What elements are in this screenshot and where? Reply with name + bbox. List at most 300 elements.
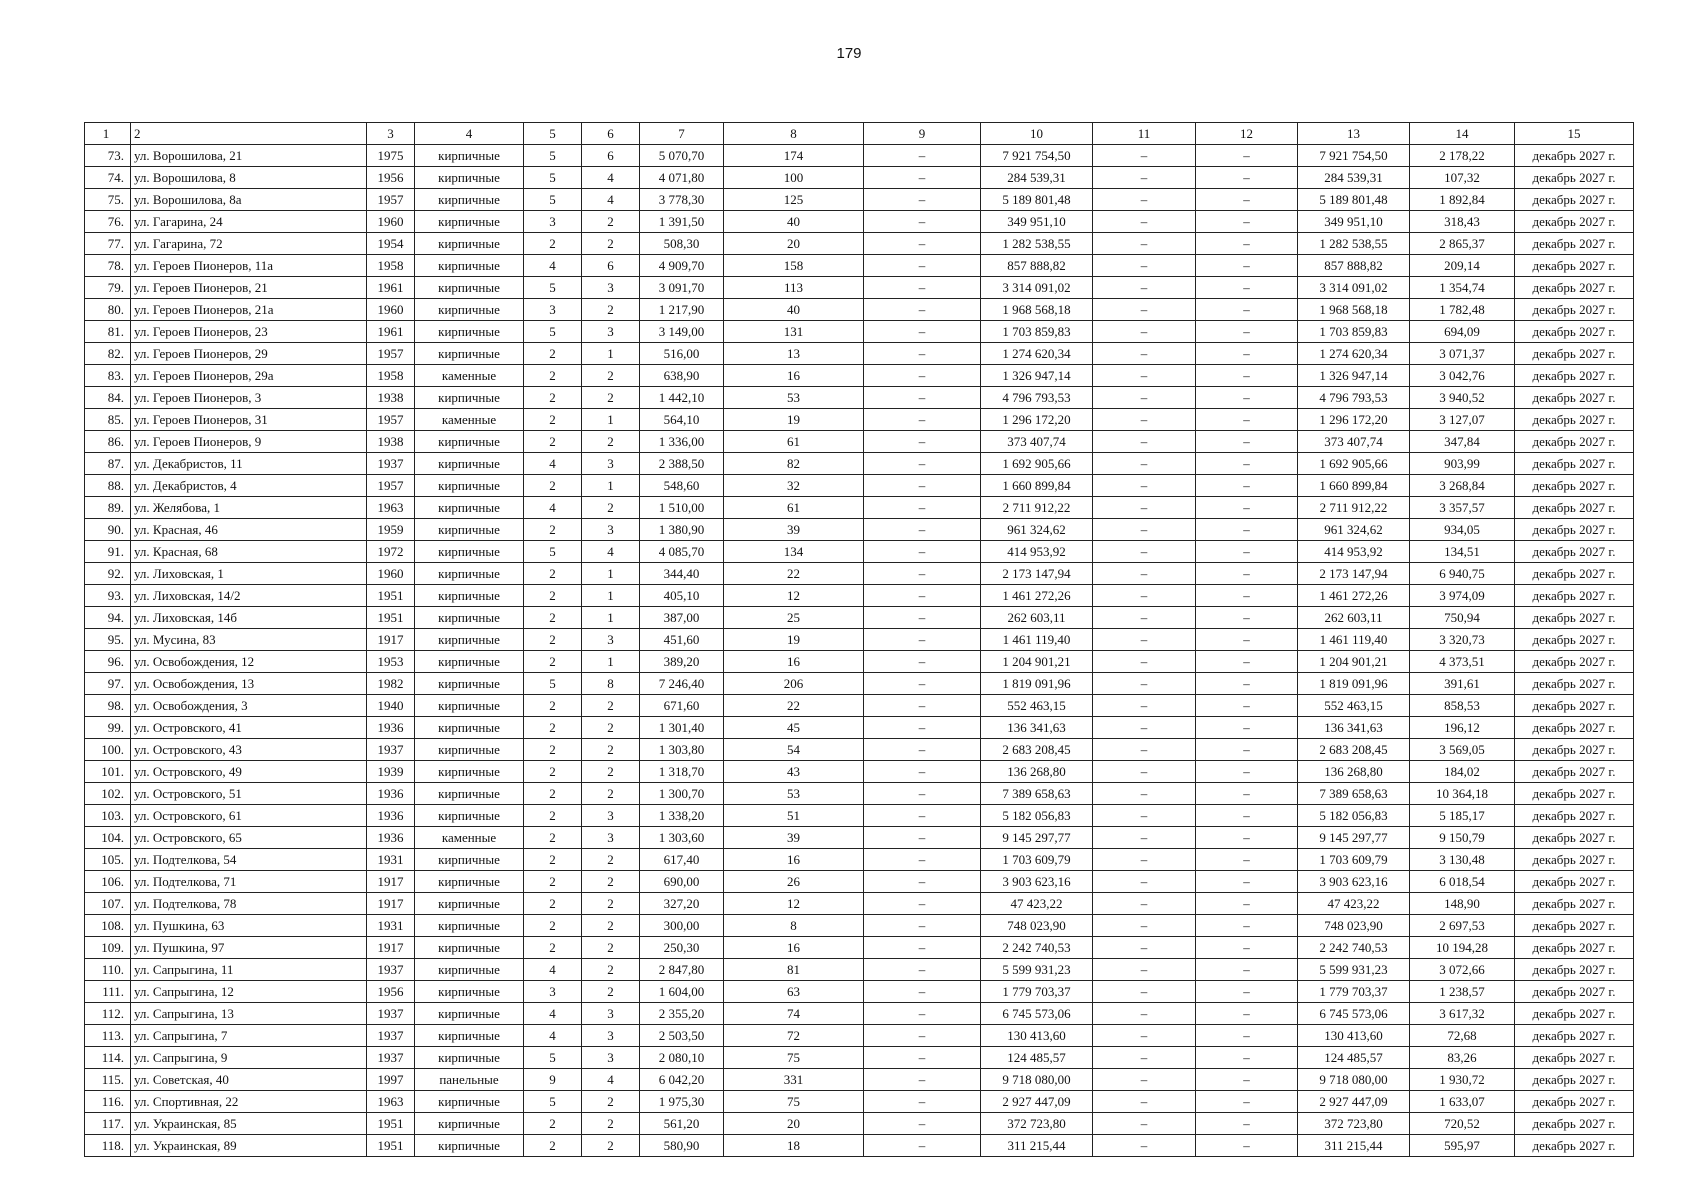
- table-cell-col-7: 671,60: [640, 695, 724, 717]
- table-cell-col-7: 389,20: [640, 651, 724, 673]
- table-cell-col-12: –: [1196, 959, 1298, 981]
- table-cell-col-5: 5: [524, 321, 582, 343]
- table-cell-col-8: 134: [724, 541, 864, 563]
- table-row: [85, 365, 1634, 387]
- table-cell-col-3: 1936: [367, 783, 415, 805]
- table-cell-col-6: 2: [582, 783, 640, 805]
- table-cell-col-1: 109.: [85, 937, 131, 959]
- table-cell-col-14: 2 865,37: [1410, 233, 1515, 255]
- table-cell-col-12: –: [1196, 1069, 1298, 1091]
- table-cell-col-14: 10 364,18: [1410, 783, 1515, 805]
- table-cell-col-5: 3: [524, 299, 582, 321]
- table-cell-col-9: –: [864, 629, 981, 651]
- table-cell-col-9: –: [864, 893, 981, 915]
- table-cell-col-10: 1 660 899,84: [981, 475, 1093, 497]
- table-cell-col-9: –: [864, 783, 981, 805]
- table-cell-col-12: –: [1196, 673, 1298, 695]
- table-cell-col-2: ул. Островского, 51: [131, 783, 367, 805]
- table-cell-col-3: 1957: [367, 409, 415, 431]
- table-cell-col-10: 414 953,92: [981, 541, 1093, 563]
- table-cell-col-15: декабрь 2027 г.: [1515, 563, 1634, 585]
- table-cell-col-10: 1 296 172,20: [981, 409, 1093, 431]
- table-cell-col-4: кирпичные: [415, 1113, 524, 1135]
- table-cell-col-11: –: [1093, 893, 1196, 915]
- table-cell-col-10: 262 603,11: [981, 607, 1093, 629]
- table-cell-col-13: 1 461 119,40: [1298, 629, 1410, 651]
- table-cell-col-3: 1997: [367, 1069, 415, 1091]
- table-cell-col-9: –: [864, 1091, 981, 1113]
- table-cell-col-6: 3: [582, 321, 640, 343]
- table-cell-col-1: 85.: [85, 409, 131, 431]
- table-cell-col-4: кирпичные: [415, 255, 524, 277]
- table-cell-col-1: 105.: [85, 849, 131, 871]
- table-cell-col-1: 87.: [85, 453, 131, 475]
- table-cell-col-11: –: [1093, 1135, 1196, 1157]
- table-cell-col-12: –: [1196, 1025, 1298, 1047]
- table-cell-col-3: 1937: [367, 1025, 415, 1047]
- table-cell-col-14: 3 569,05: [1410, 739, 1515, 761]
- column-header-15: 15: [1515, 123, 1634, 145]
- table-row: [85, 981, 1634, 1003]
- table-cell-col-15: декабрь 2027 г.: [1515, 673, 1634, 695]
- table-cell-col-12: –: [1196, 761, 1298, 783]
- table-cell-col-6: 2: [582, 211, 640, 233]
- table-cell-col-11: –: [1093, 1003, 1196, 1025]
- table-cell-col-15: декабрь 2027 г.: [1515, 299, 1634, 321]
- table-cell-col-7: 690,00: [640, 871, 724, 893]
- table-cell-col-8: 131: [724, 321, 864, 343]
- table-cell-col-11: –: [1093, 651, 1196, 673]
- table-cell-col-12: –: [1196, 189, 1298, 211]
- table-cell-col-5: 5: [524, 1047, 582, 1069]
- table-cell-col-9: –: [864, 1135, 981, 1157]
- table-cell-col-9: –: [864, 563, 981, 585]
- table-cell-col-5: 2: [524, 1135, 582, 1157]
- table-cell-col-13: 2 683 208,45: [1298, 739, 1410, 761]
- table-cell-col-14: 196,12: [1410, 717, 1515, 739]
- table-cell-col-15: декабрь 2027 г.: [1515, 211, 1634, 233]
- table-cell-col-5: 2: [524, 761, 582, 783]
- table-cell-col-7: 1 380,90: [640, 519, 724, 541]
- table-cell-col-1: 100.: [85, 739, 131, 761]
- table-cell-col-1: 99.: [85, 717, 131, 739]
- table-cell-col-11: –: [1093, 871, 1196, 893]
- table-cell-col-6: 6: [582, 255, 640, 277]
- table-cell-col-4: кирпичные: [415, 717, 524, 739]
- table-cell-col-11: –: [1093, 783, 1196, 805]
- table-cell-col-9: –: [864, 871, 981, 893]
- table-cell-col-1: 84.: [85, 387, 131, 409]
- table-cell-col-8: 81: [724, 959, 864, 981]
- table-cell-col-7: 580,90: [640, 1135, 724, 1157]
- table-cell-col-11: –: [1093, 255, 1196, 277]
- table-cell-col-2: ул. Украинская, 89: [131, 1135, 367, 1157]
- table-cell-col-6: 1: [582, 475, 640, 497]
- table-cell-col-15: декабрь 2027 г.: [1515, 827, 1634, 849]
- table-cell-col-13: 2 927 447,09: [1298, 1091, 1410, 1113]
- table-cell-col-11: –: [1093, 805, 1196, 827]
- table-cell-col-14: 595,97: [1410, 1135, 1515, 1157]
- table-cell-col-4: кирпичные: [415, 607, 524, 629]
- table-cell-col-14: 391,61: [1410, 673, 1515, 695]
- table-cell-col-4: кирпичные: [415, 651, 524, 673]
- table-cell-col-7: 1 510,00: [640, 497, 724, 519]
- table-cell-col-7: 1 975,30: [640, 1091, 724, 1113]
- table-cell-col-2: ул. Героев Пионеров, 9: [131, 431, 367, 453]
- table-cell-col-14: 6 940,75: [1410, 563, 1515, 585]
- table-cell-col-6: 4: [582, 541, 640, 563]
- table-cell-col-15: декабрь 2027 г.: [1515, 1069, 1634, 1091]
- table-row: [85, 409, 1634, 431]
- table-cell-col-6: 2: [582, 871, 640, 893]
- table-cell-col-4: кирпичные: [415, 321, 524, 343]
- table-cell-col-9: –: [864, 651, 981, 673]
- table-cell-col-15: декабрь 2027 г.: [1515, 1047, 1634, 1069]
- table-cell-col-12: –: [1196, 475, 1298, 497]
- table-row: [85, 871, 1634, 893]
- table-cell-col-3: 1939: [367, 761, 415, 783]
- table-cell-col-9: –: [864, 343, 981, 365]
- table-cell-col-10: 1 461 272,26: [981, 585, 1093, 607]
- table-cell-col-2: ул. Подтелкова, 71: [131, 871, 367, 893]
- table-cell-col-5: 2: [524, 893, 582, 915]
- table-cell-col-2: ул. Пушкина, 97: [131, 937, 367, 959]
- table-cell-col-2: ул. Украинская, 85: [131, 1113, 367, 1135]
- table-cell-col-9: –: [864, 277, 981, 299]
- table-cell-col-5: 5: [524, 145, 582, 167]
- table-cell-col-9: –: [864, 409, 981, 431]
- table-cell-col-14: 720,52: [1410, 1113, 1515, 1135]
- table-cell-col-1: 98.: [85, 695, 131, 717]
- table-cell-col-11: –: [1093, 497, 1196, 519]
- table-row: [85, 937, 1634, 959]
- table-cell-col-1: 76.: [85, 211, 131, 233]
- table-cell-col-12: –: [1196, 563, 1298, 585]
- table-cell-col-11: –: [1093, 387, 1196, 409]
- table-cell-col-5: 9: [524, 1069, 582, 1091]
- table-cell-col-3: 1956: [367, 167, 415, 189]
- table-row: [85, 651, 1634, 673]
- table-row: [85, 321, 1634, 343]
- table-cell-col-13: 857 888,82: [1298, 255, 1410, 277]
- table-row: [85, 453, 1634, 475]
- table-cell-col-9: –: [864, 827, 981, 849]
- table-cell-col-11: –: [1093, 1113, 1196, 1135]
- table-cell-col-8: 54: [724, 739, 864, 761]
- table-cell-col-15: декабрь 2027 г.: [1515, 145, 1634, 167]
- column-header-6: 6: [582, 123, 640, 145]
- table-cell-col-6: 3: [582, 1025, 640, 1047]
- table-cell-col-3: 1957: [367, 475, 415, 497]
- table-cell-col-5: 2: [524, 937, 582, 959]
- table-cell-col-2: ул. Гагарина, 24: [131, 211, 367, 233]
- table-cell-col-9: –: [864, 1047, 981, 1069]
- table-cell-col-10: 1 282 538,55: [981, 233, 1093, 255]
- table-row: [85, 673, 1634, 695]
- table-cell-col-14: 1 238,57: [1410, 981, 1515, 1003]
- table-cell-col-5: 3: [524, 981, 582, 1003]
- table-cell-col-6: 3: [582, 453, 640, 475]
- table-cell-col-10: 1 819 091,96: [981, 673, 1093, 695]
- table-cell-col-4: кирпичные: [415, 453, 524, 475]
- table-cell-col-10: 47 423,22: [981, 893, 1093, 915]
- table-cell-col-4: каменные: [415, 365, 524, 387]
- table-cell-col-3: 1957: [367, 189, 415, 211]
- table-cell-col-14: 858,53: [1410, 695, 1515, 717]
- table-cell-col-9: –: [864, 189, 981, 211]
- table-cell-col-7: 4 909,70: [640, 255, 724, 277]
- table-cell-col-12: –: [1196, 827, 1298, 849]
- table-cell-col-2: ул. Подтелкова, 78: [131, 893, 367, 915]
- table-row: [85, 783, 1634, 805]
- table-cell-col-15: декабрь 2027 г.: [1515, 541, 1634, 563]
- table-cell-col-10: 7 389 658,63: [981, 783, 1093, 805]
- table-cell-col-13: 414 953,92: [1298, 541, 1410, 563]
- table-cell-col-7: 2 080,10: [640, 1047, 724, 1069]
- table-cell-col-15: декабрь 2027 г.: [1515, 475, 1634, 497]
- table-cell-col-9: –: [864, 1113, 981, 1135]
- table-cell-col-5: 4: [524, 1025, 582, 1047]
- table-cell-col-4: кирпичные: [415, 805, 524, 827]
- table-cell-col-12: –: [1196, 1047, 1298, 1069]
- column-header-2: 2: [131, 123, 367, 145]
- table-cell-col-3: 1936: [367, 805, 415, 827]
- table-cell-col-2: ул. Героев Пионеров, 11а: [131, 255, 367, 277]
- table-cell-col-13: 1 282 538,55: [1298, 233, 1410, 255]
- table-cell-col-1: 97.: [85, 673, 131, 695]
- table-cell-col-10: 5 189 801,48: [981, 189, 1093, 211]
- table-cell-col-12: –: [1196, 497, 1298, 519]
- table-cell-col-5: 2: [524, 871, 582, 893]
- table-cell-col-10: 1 703 859,83: [981, 321, 1093, 343]
- table-cell-col-9: –: [864, 541, 981, 563]
- table-row: [85, 1091, 1634, 1113]
- table-row: [85, 189, 1634, 211]
- table-cell-col-1: 79.: [85, 277, 131, 299]
- column-header-10: 10: [981, 123, 1093, 145]
- table-cell-col-11: –: [1093, 519, 1196, 541]
- table-cell-col-2: ул. Ворошилова, 8а: [131, 189, 367, 211]
- table-cell-col-1: 106.: [85, 871, 131, 893]
- table-cell-col-5: 2: [524, 431, 582, 453]
- table-cell-col-13: 7 389 658,63: [1298, 783, 1410, 805]
- table-row: [85, 717, 1634, 739]
- table-cell-col-10: 5 599 931,23: [981, 959, 1093, 981]
- table-cell-col-10: 130 413,60: [981, 1025, 1093, 1047]
- table-cell-col-8: 45: [724, 717, 864, 739]
- table-cell-col-12: –: [1196, 849, 1298, 871]
- table-cell-col-12: –: [1196, 893, 1298, 915]
- table-cell-col-5: 2: [524, 849, 582, 871]
- table-cell-col-1: 93.: [85, 585, 131, 607]
- table-cell-col-10: 372 723,80: [981, 1113, 1093, 1135]
- table-cell-col-9: –: [864, 475, 981, 497]
- table-cell-col-10: 5 182 056,83: [981, 805, 1093, 827]
- table-cell-col-12: –: [1196, 211, 1298, 233]
- table-cell-col-1: 111.: [85, 981, 131, 1003]
- table-cell-col-14: 934,05: [1410, 519, 1515, 541]
- table-cell-col-13: 373 407,74: [1298, 431, 1410, 453]
- table-cell-col-12: –: [1196, 783, 1298, 805]
- table-cell-col-2: ул. Ворошилова, 8: [131, 167, 367, 189]
- table-row: [85, 607, 1634, 629]
- table-cell-col-9: –: [864, 1003, 981, 1025]
- table-cell-col-2: ул. Красная, 68: [131, 541, 367, 563]
- table-cell-col-11: –: [1093, 189, 1196, 211]
- table-cell-col-10: 2 683 208,45: [981, 739, 1093, 761]
- table-cell-col-12: –: [1196, 915, 1298, 937]
- table-cell-col-15: декабрь 2027 г.: [1515, 167, 1634, 189]
- table-cell-col-15: декабрь 2027 г.: [1515, 189, 1634, 211]
- table-row: [85, 629, 1634, 651]
- table-cell-col-1: 114.: [85, 1047, 131, 1069]
- table-cell-col-7: 564,10: [640, 409, 724, 431]
- table-cell-col-14: 2 178,22: [1410, 145, 1515, 167]
- table-cell-col-4: кирпичные: [415, 695, 524, 717]
- table-cell-col-12: –: [1196, 519, 1298, 541]
- table-cell-col-11: –: [1093, 695, 1196, 717]
- table-cell-col-2: ул. Освобождения, 3: [131, 695, 367, 717]
- table-cell-col-2: ул. Героев Пионеров, 23: [131, 321, 367, 343]
- table-cell-col-5: 4: [524, 1003, 582, 1025]
- table-cell-col-13: 7 921 754,50: [1298, 145, 1410, 167]
- table-cell-col-3: 1940: [367, 695, 415, 717]
- table-cell-col-8: 26: [724, 871, 864, 893]
- table-cell-col-9: –: [864, 717, 981, 739]
- table-cell-col-15: декабрь 2027 г.: [1515, 519, 1634, 541]
- table-cell-col-2: ул. Сапрыгина, 9: [131, 1047, 367, 1069]
- table-cell-col-4: кирпичные: [415, 871, 524, 893]
- table-cell-col-15: декабрь 2027 г.: [1515, 981, 1634, 1003]
- column-header-9: 9: [864, 123, 981, 145]
- table-cell-col-11: –: [1093, 717, 1196, 739]
- table-cell-col-1: 118.: [85, 1135, 131, 1157]
- table-cell-col-6: 2: [582, 299, 640, 321]
- table-cell-col-13: 136 268,80: [1298, 761, 1410, 783]
- table-cell-col-13: 9 145 297,77: [1298, 827, 1410, 849]
- table-cell-col-4: кирпичные: [415, 959, 524, 981]
- table-cell-col-14: 1 354,74: [1410, 277, 1515, 299]
- column-header-5: 5: [524, 123, 582, 145]
- table-row: [85, 1047, 1634, 1069]
- table-cell-col-3: 1961: [367, 277, 415, 299]
- table-cell-col-5: 2: [524, 717, 582, 739]
- table-cell-col-3: 1960: [367, 563, 415, 585]
- table-cell-col-3: 1937: [367, 959, 415, 981]
- table-cell-col-3: 1938: [367, 387, 415, 409]
- table-cell-col-13: 3 903 623,16: [1298, 871, 1410, 893]
- table-cell-col-12: –: [1196, 1113, 1298, 1135]
- table-cell-col-11: –: [1093, 673, 1196, 695]
- table-cell-col-13: 5 182 056,83: [1298, 805, 1410, 827]
- table-cell-col-3: 1959: [367, 519, 415, 541]
- table-cell-col-7: 1 391,50: [640, 211, 724, 233]
- table-cell-col-1: 90.: [85, 519, 131, 541]
- table-cell-col-6: 6: [582, 145, 640, 167]
- table-cell-col-12: –: [1196, 1003, 1298, 1025]
- table-cell-col-7: 4 085,70: [640, 541, 724, 563]
- column-number-header-row: [85, 123, 1634, 145]
- table-cell-col-4: кирпичные: [415, 277, 524, 299]
- table-cell-col-9: –: [864, 695, 981, 717]
- table-cell-col-9: –: [864, 453, 981, 475]
- table-cell-col-13: 5 189 801,48: [1298, 189, 1410, 211]
- table-cell-col-15: декабрь 2027 г.: [1515, 915, 1634, 937]
- table-cell-col-10: 6 745 573,06: [981, 1003, 1093, 1025]
- table-cell-col-5: 2: [524, 827, 582, 849]
- table-row: [85, 739, 1634, 761]
- table-cell-col-7: 2 355,20: [640, 1003, 724, 1025]
- table-cell-col-11: –: [1093, 475, 1196, 497]
- table-cell-col-4: каменные: [415, 409, 524, 431]
- table-row: [85, 1113, 1634, 1135]
- table-cell-col-3: 1931: [367, 849, 415, 871]
- column-header-4: 4: [415, 123, 524, 145]
- table-cell-col-6: 1: [582, 409, 640, 431]
- table-cell-col-5: 5: [524, 167, 582, 189]
- table-row: [85, 695, 1634, 717]
- table-cell-col-7: 300,00: [640, 915, 724, 937]
- table-cell-col-13: 9 718 080,00: [1298, 1069, 1410, 1091]
- table-cell-col-12: –: [1196, 629, 1298, 651]
- table-row: [85, 343, 1634, 365]
- table-cell-col-11: –: [1093, 299, 1196, 321]
- table-cell-col-14: 184,02: [1410, 761, 1515, 783]
- table-cell-col-5: 2: [524, 915, 582, 937]
- table-cell-col-8: 16: [724, 937, 864, 959]
- table-cell-col-5: 4: [524, 497, 582, 519]
- table-cell-col-8: 16: [724, 651, 864, 673]
- table-cell-col-6: 2: [582, 915, 640, 937]
- table-cell-col-7: 1 301,40: [640, 717, 724, 739]
- table-cell-col-15: декабрь 2027 г.: [1515, 343, 1634, 365]
- table-cell-col-13: 130 413,60: [1298, 1025, 1410, 1047]
- table-cell-col-15: декабрь 2027 г.: [1515, 937, 1634, 959]
- table-cell-col-1: 107.: [85, 893, 131, 915]
- table-cell-col-1: 113.: [85, 1025, 131, 1047]
- table-cell-col-14: 3 617,32: [1410, 1003, 1515, 1025]
- table-cell-col-3: 1937: [367, 739, 415, 761]
- table-cell-col-6: 1: [582, 585, 640, 607]
- table-cell-col-3: 1931: [367, 915, 415, 937]
- table-cell-col-4: кирпичные: [415, 343, 524, 365]
- table-cell-col-11: –: [1093, 1047, 1196, 1069]
- table-cell-col-4: кирпичные: [415, 475, 524, 497]
- table-cell-col-8: 16: [724, 849, 864, 871]
- table-cell-col-5: 4: [524, 453, 582, 475]
- column-header-11: 11: [1093, 123, 1196, 145]
- table-cell-col-10: 1 274 620,34: [981, 343, 1093, 365]
- table-cell-col-12: –: [1196, 145, 1298, 167]
- table-cell-col-10: 961 324,62: [981, 519, 1093, 541]
- table-cell-col-15: декабрь 2027 г.: [1515, 1091, 1634, 1113]
- table-row: [85, 761, 1634, 783]
- table-cell-col-6: 2: [582, 233, 640, 255]
- table-cell-col-7: 2 503,50: [640, 1025, 724, 1047]
- table-cell-col-8: 331: [724, 1069, 864, 1091]
- table-cell-col-12: –: [1196, 255, 1298, 277]
- table-cell-col-4: кирпичные: [415, 145, 524, 167]
- table-cell-col-12: –: [1196, 651, 1298, 673]
- table-cell-col-13: 1 703 859,83: [1298, 321, 1410, 343]
- table-cell-col-15: декабрь 2027 г.: [1515, 453, 1634, 475]
- table-cell-col-10: 1 204 901,21: [981, 651, 1093, 673]
- table-cell-col-9: –: [864, 299, 981, 321]
- table-cell-col-2: ул. Островского, 43: [131, 739, 367, 761]
- table-cell-col-3: 1972: [367, 541, 415, 563]
- table-cell-col-1: 104.: [85, 827, 131, 849]
- table-cell-col-10: 9 145 297,77: [981, 827, 1093, 849]
